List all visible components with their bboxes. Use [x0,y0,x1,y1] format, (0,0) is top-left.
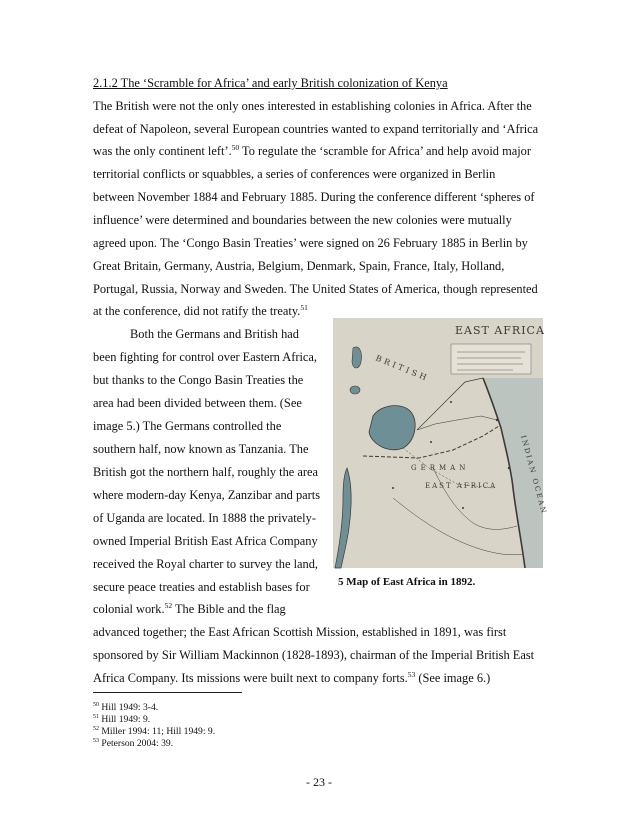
footnote-ref-50[interactable]: 50 [231,143,240,152]
footnote-text: Miller 1994: 11; Hill 1949: 9. [101,726,216,737]
section-heading: 2.1.2 The ‘Scramble for Africa’ and early British colonization of Kenya [93,76,448,90]
paragraph2-line: of Uganda are located. In 1888 the privately- [93,511,316,525]
paragraph2-line: secure peace treaties and establish bases for [93,580,310,594]
footnote-50 [93,703,158,713]
footnote-number: 52 [93,726,99,732]
paragraph1-line: territorial conflicts or squabbles, a series of conferences were organized in Berlin [93,167,496,181]
text-run: (See image 6.) [415,671,491,685]
map-label-ocean: INDIAN OCEAN [519,434,549,516]
paragraph2-line: sponsored by Sir William Mackinnon (1828-1893), chairman of the Imperial British East [93,648,535,662]
footnote-number: 51 [93,714,99,720]
paragraph1-line: Great Britain, Germany, Austria, Belgium, Denmark, Spain, France, Italy, Holland, [93,259,505,273]
text-run: The Bible and the flag [172,602,286,616]
footnote-ref-52[interactable]: 52 [164,601,173,610]
paragraph2-line: image 5.) The Germans controlled the [93,419,282,433]
paragraph1-line: agreed upon. The ‘Congo Basin Treaties’ were signed on 26 February 1885 in Berlin by [93,236,528,250]
east-africa-map-image [333,318,549,568]
footnote-51 [93,715,150,725]
text-run: at the conference, did not ratify the treaty. [93,304,301,318]
footnote-ref-53[interactable]: 53 [407,670,416,679]
text-run: To regulate the ‘scramble for Africa’ and help avoid major [239,144,531,158]
page-number: - 23 - [306,775,332,789]
footnote-text: Hill 1949: 3-4. [101,702,159,713]
paragraph1-line: The British were not the only ones interested in establishing colonies in Africa. After the [93,99,532,113]
paragraph1-line [93,303,308,319]
lake-albert [352,347,362,368]
paragraph2-line: received the Royal charter to survey the land, [93,557,319,571]
paragraph2-line: area had been divided between them. (See [93,396,302,410]
paragraph2-line: been fighting for control over Eastern Africa, [93,350,317,364]
footnote-53 [93,739,173,749]
footnote-text: Hill 1949: 9. [101,714,151,725]
map-label-east-africa: EAST AFRICA [425,482,498,490]
paragraph2-line: but thanks to the Congo Basin Treaties the [93,373,304,387]
paragraph2-line: British got the northern half, roughly the area [93,465,319,479]
paragraph1-line: Portugal, Russia, Norway and Sweden. The United States of America, though represented [93,282,538,296]
footnote-number: 53 [93,738,99,744]
text-run: Africa Company. Its missions were built next to company forts. [93,671,408,685]
lake-edward [350,386,360,394]
footnote-text: Peterson 2004: 39. [101,738,174,749]
paragraph2-line: southern half, now known as Tanzania. The [93,442,309,456]
lake-victoria [369,406,415,450]
paragraph2-line: where modern-day Kenya, Zanzibar and parts [93,488,321,502]
paragraph2-line: owned Imperial British East Africa Company [93,534,318,548]
text-run: was the only continent left’. [93,144,232,158]
figure-caption: 5 Map of East Africa in 1892. [338,576,476,588]
paragraph2-line [93,601,286,617]
paragraph1-line: between November 1884 and February 1885. During the conference different ‘spheres of [93,190,535,204]
paragraph1-line: influence’ were determined and boundaries between the new colonies were mutually [93,213,512,227]
map-label-german: GERMAN [411,464,470,472]
footnote-ref-51[interactable]: 51 [300,303,308,312]
text-run: colonial work. [93,602,165,616]
footnote-number: 50 [93,702,99,708]
map-label-british: BRITISH [374,353,431,384]
footnote-52 [93,727,215,737]
paragraph2-line: advanced together; the East African Scottish Mission, established in 1891, was first [93,625,507,639]
footnote-separator [93,692,242,693]
paragraph2-line [93,670,490,686]
paragraph2-line: Both the Germans and British had [130,327,299,341]
legend-box [451,344,531,374]
paragraph1-line [93,143,531,159]
map-title: EAST AFRICA [455,324,545,337]
paragraph1-line: defeat of Napoleon, several European countries wanted to expand territorially and ‘Africa [93,122,539,136]
